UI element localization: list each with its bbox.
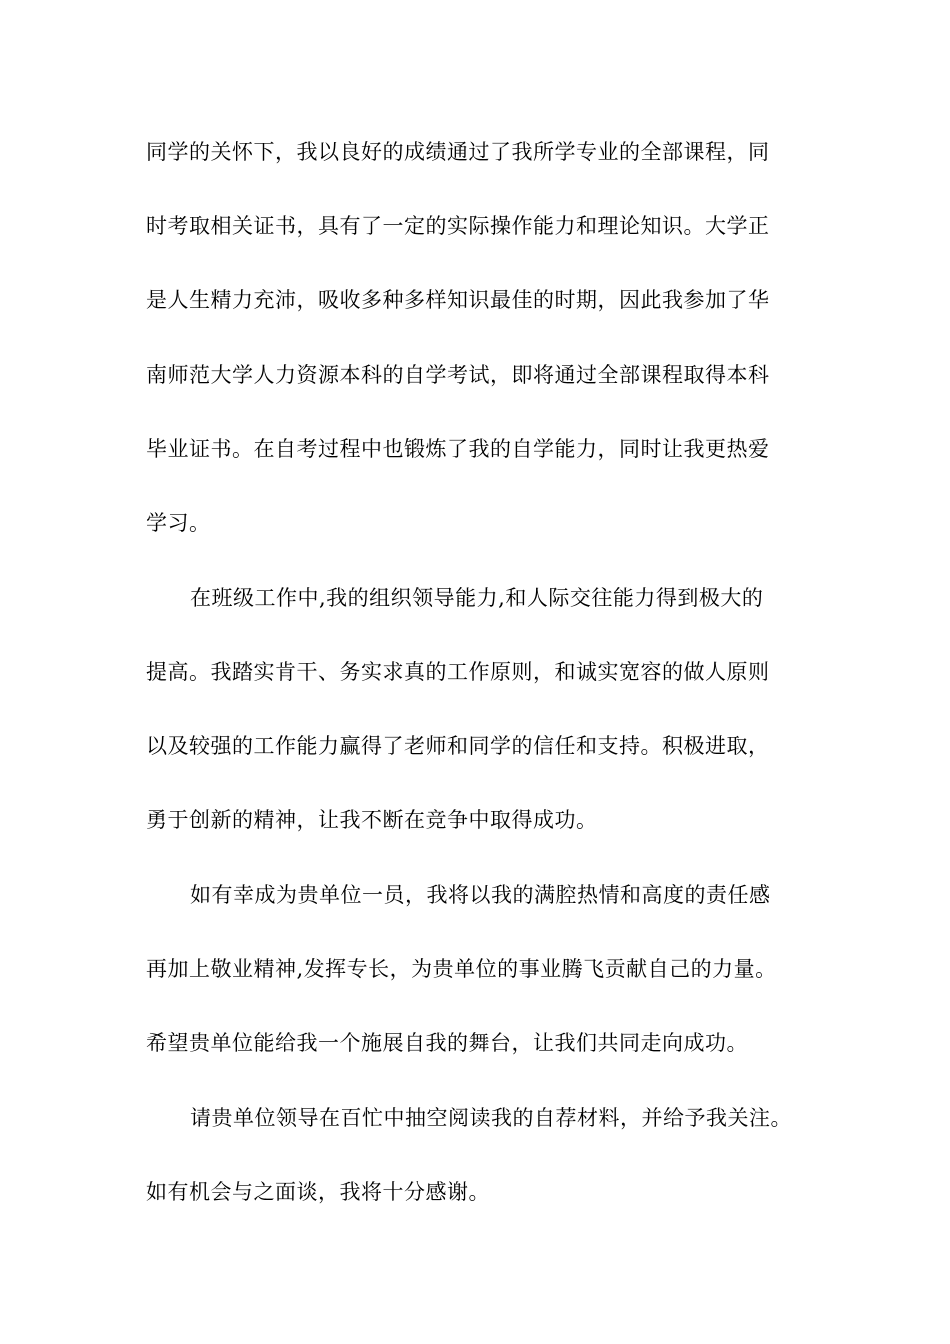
text-line: 如有机会与之面谈，我将十分感谢。 [146,1180,490,1204]
text-line: 是人生精力充沛，吸收多种多样知识最佳的时期，因此我参加了华 [146,288,770,312]
paragraph-start-line: 在班级工作中,我的组织领导能力,和人际交往能力得到极大的 [190,586,764,610]
text-line: 学习。 [146,511,211,535]
text-line: 再加上敬业精神,发挥专长，为贵单位的事业腾飞贡献自己的力量。 [146,957,777,981]
text-line: 毕业证书。在自考过程中也锻炼了我的自学能力，同时让我更热爱 [146,437,770,461]
text-line: 希望贵单位能给我一个施展自我的舞台，让我们共同走向成功。 [146,1031,748,1055]
paragraph-start-line: 如有幸成为贵单位一员，我将以我的满腔热情和高度的责任感 [190,883,771,907]
text-line: 同学的关怀下，我以良好的成绩通过了我所学专业的全部课程，同 [146,140,770,164]
text-line: 以及较强的工作能力赢得了老师和同学的信任和支持。积极进取， [146,734,770,758]
text-line: 提高。我踏实肯干、务实求真的工作原则，和诚实宽容的做人原则 [146,660,770,684]
paragraph-start-line: 请贵单位领导在百忙中抽空阅读我的自荐材料，并给予我关注。 [190,1106,792,1130]
text-line: 南师范大学人力资源本科的自学考试，即将通过全部课程取得本科 [146,363,770,387]
text-line: 时考取相关证书，具有了一定的实际操作能力和理论知识。大学正 [146,214,770,238]
text-line: 勇于创新的精神，让我不断在竞争中取得成功。 [146,808,598,832]
